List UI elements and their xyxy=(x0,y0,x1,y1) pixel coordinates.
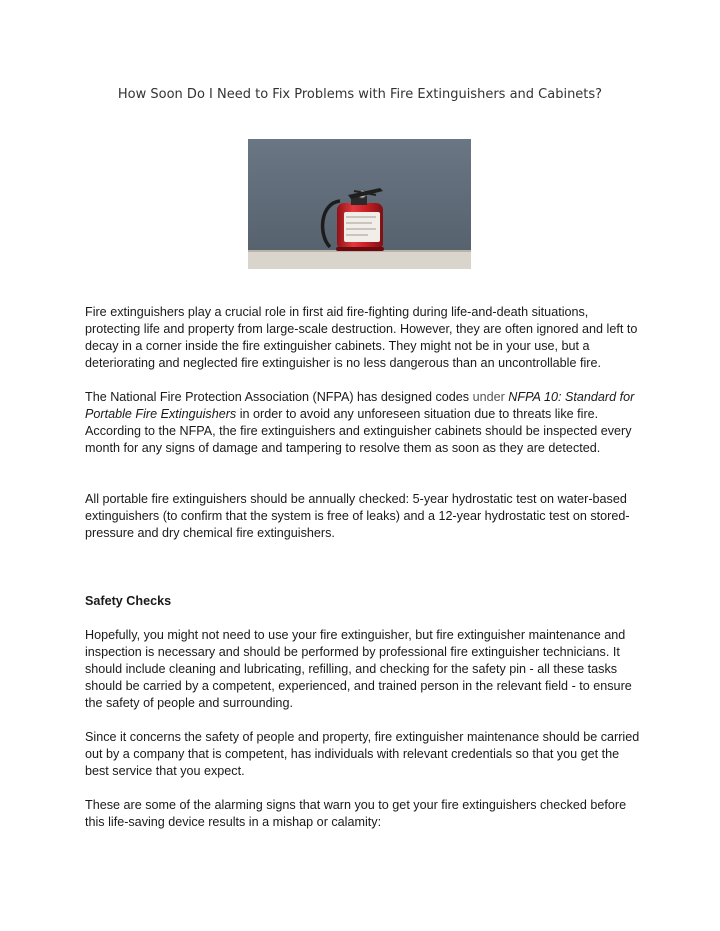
paragraph-intro: Fire extinguishers play a crucial role in first aid fire-fighting during life-and-death situations, protecting life and property from large-scale destruction. However, they are often ignored and left to decay in a corner inside the fire extinguisher cabinets. They might not be in your use, but a deteriorating and neglected fire extinguisher is no less dangerous than an uncontrollable fire. xyxy=(85,305,638,370)
paragraph-nfpa-text-b: in order to avoid any unforeseen situation due to threats like fire. According to the NFPA, the fire extinguishers and extinguisher cabinets should be inspected every month for any signs of damage and tampering to resolve them as soon as they are detected. xyxy=(85,407,632,455)
fire-extinguisher-photo xyxy=(248,139,471,269)
paragraph-warning-signs: These are some of the alarming signs that warn you to get your fire extinguishers checked before this life-saving device results in a mishap or calamity: xyxy=(85,798,627,829)
paragraph-nfpa xyxy=(85,389,645,457)
section-heading-safety-checks: Safety Checks xyxy=(85,594,172,608)
paragraph-maintenance: Hopefully, you might not need to use your fire extinguisher, but fire extinguisher maintenance and inspection is necessary and should be performed by professional fire extinguisher technicians. It should include cleaning and lubricating, refilling, and checking for the safety pin - all these tasks should be carried by a competent, experienced, and trained person in the relevant field - to ensure the safety of people and surrounding. xyxy=(85,628,632,710)
document-title: How Soon Do I Need to Fix Problems with Fire Extinguishers and Cabinets? xyxy=(117,87,603,102)
paragraph-company: Since it concerns the safety of people and property, fire extinguisher maintenance should be carried out by a company that is competent, has individuals with relevant credentials so that you get the best service that you expect. xyxy=(85,730,640,778)
paragraph-nfpa-text-a: The National Fire Protection Association (NFPA) has designed codes xyxy=(85,390,473,404)
nfpa-standard-title: NFPA 10: Standard for Portable Fire Extinguishers xyxy=(85,390,635,421)
paragraph-nfpa-under: under xyxy=(472,390,505,404)
paragraph-annual-check: All portable fire extinguishers should be annually checked: 5-year hydrostatic test on water-based extinguishers (to confirm that the system is free of leaks) and a 12-year hydrostatic test on stored-pressure and dry chemical fire extinguishers. xyxy=(85,492,630,540)
